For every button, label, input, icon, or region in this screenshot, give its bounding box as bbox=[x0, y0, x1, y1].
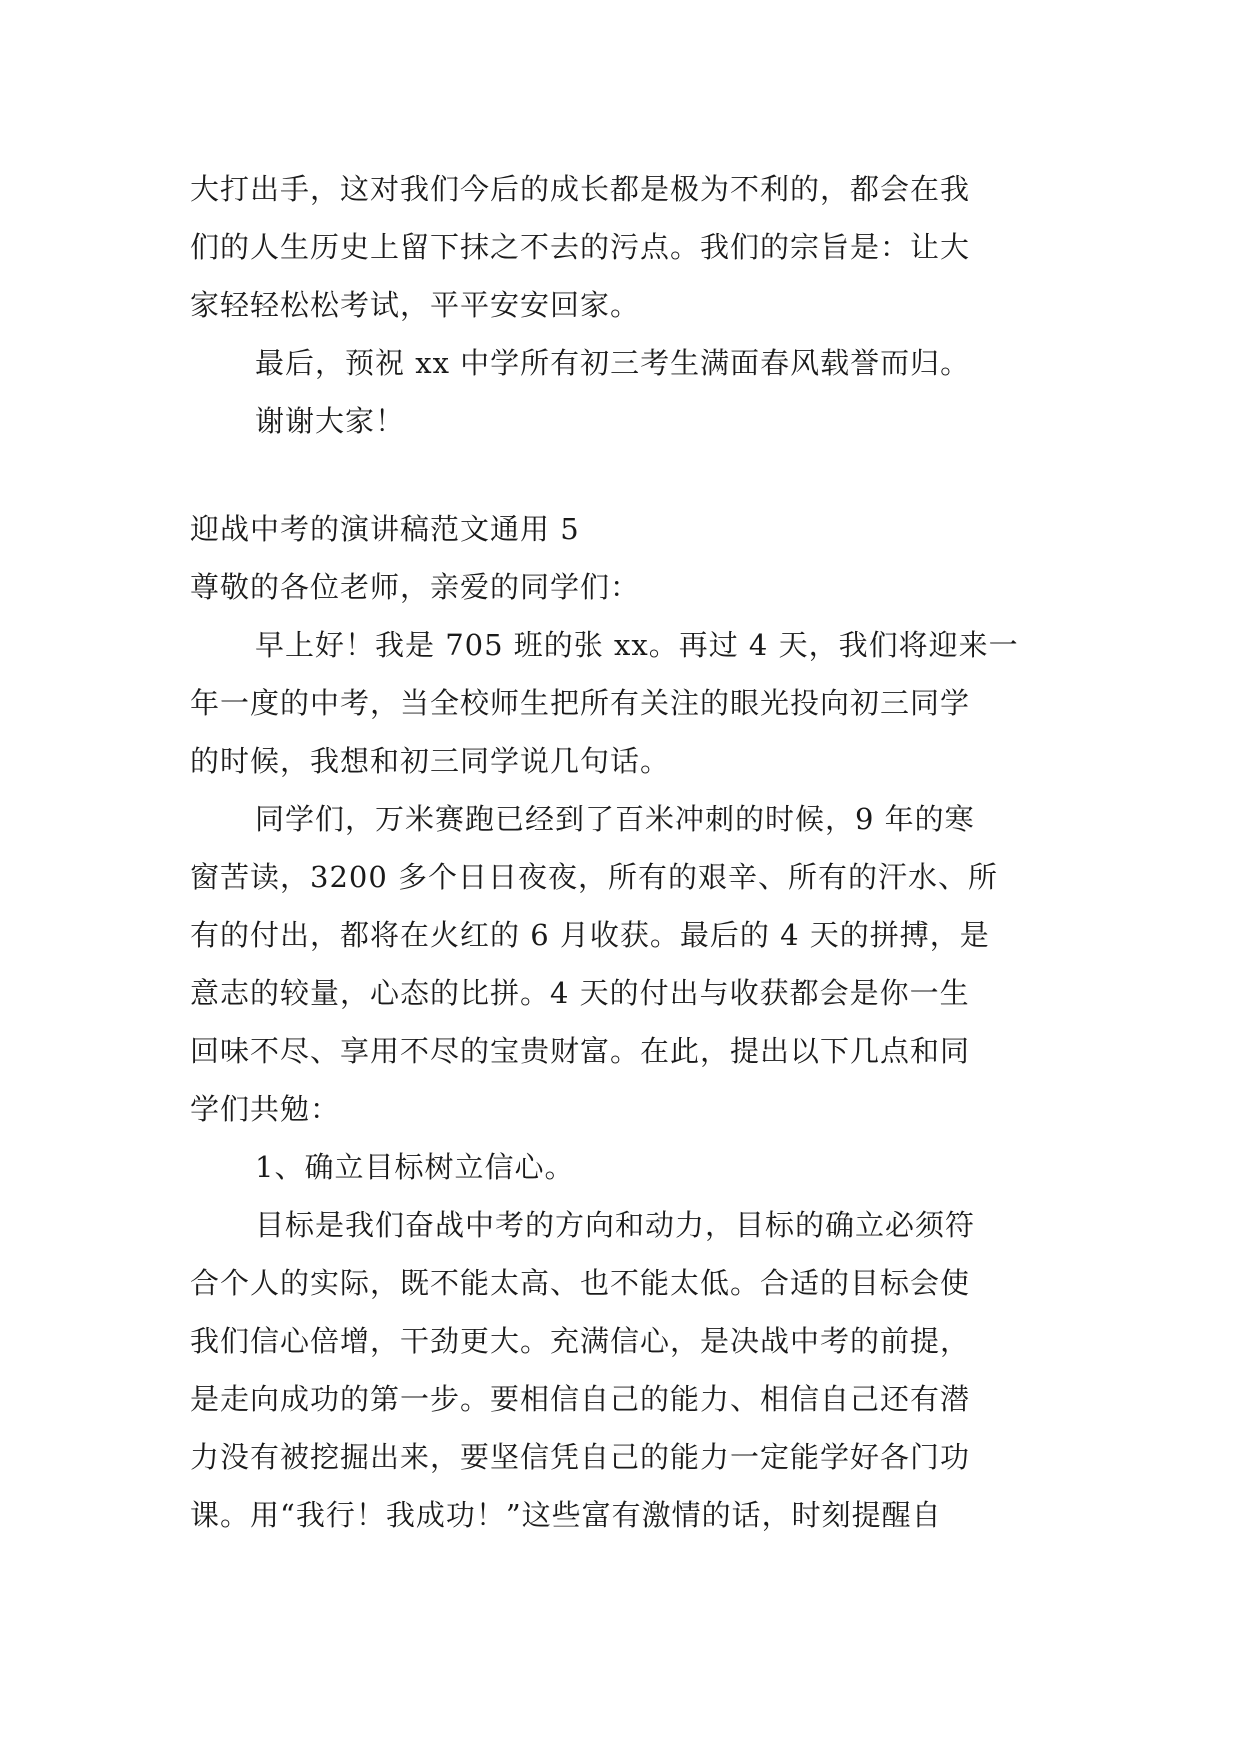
text-line: 年一度的中考，当全校师生把所有关注的眼光投向初三同学 bbox=[190, 686, 971, 720]
text-line: 早上好！我是 705 班的张 xx。再过 4 天，我们将迎来一 bbox=[255, 628, 1019, 662]
text-line: 家轻轻松松考试，平平安安回家。 bbox=[190, 288, 641, 322]
paragraph-continuation bbox=[190, 160, 1060, 334]
section-title: 迎战中考的演讲稿范文通用 5 bbox=[190, 512, 580, 546]
text-line: 回味不尽、享用不尽的宝贵财富。在此，提出以下几点和同 bbox=[190, 1034, 971, 1068]
paragraph-body bbox=[190, 790, 1060, 1138]
text-line: 的时候，我想和初三同学说几句话。 bbox=[190, 744, 671, 778]
text-line: 合个人的实际，既不能太高、也不能太低。合适的目标会使 bbox=[190, 1266, 971, 1300]
text-line: 同学们，万米赛跑已经到了百米冲刺的时候，9 年的寒 bbox=[255, 802, 975, 836]
text-line: 力没有被挖掘出来，要坚信凭自己的能力一定能学好各门功 bbox=[190, 1440, 971, 1474]
text-line: 谢谢大家！ bbox=[255, 404, 406, 438]
section-gap bbox=[190, 450, 1060, 500]
text-line: 们的人生历史上留下抹之不去的污点。我们的宗旨是：让大 bbox=[190, 230, 971, 264]
text-line: 最后，预祝 xx 中学所有初三考生满面春风载誉而归。 bbox=[255, 346, 971, 380]
text-line: 意志的较量，心态的比拼。4 天的付出与收获都会是你一生 bbox=[190, 976, 970, 1010]
text-line: 窗苦读，3200 多个日日夜夜，所有的艰辛、所有的汗水、所 bbox=[190, 860, 999, 894]
paragraph-goal bbox=[190, 1196, 1060, 1544]
paragraph-greeting bbox=[190, 616, 1060, 790]
text-line: 是走向成功的第一步。要相信自己的能力、相信自己还有潜 bbox=[190, 1382, 971, 1416]
point-heading: 1、确立目标树立信心。 bbox=[255, 1150, 575, 1184]
text-line: 大打出手，这对我们今后的成长都是极为不利的，都会在我 bbox=[190, 172, 971, 206]
text-line: 学们共勉： bbox=[190, 1092, 341, 1126]
paragraph-closing bbox=[190, 334, 1060, 450]
text-line: 我们信心倍增，干劲更大。充满信心，是决战中考的前提， bbox=[190, 1324, 971, 1358]
salutation: 尊敬的各位老师，亲爱的同学们： bbox=[190, 570, 641, 604]
text-line: 课。用“我行！我成功！”这些富有激情的话，时刻提醒自 bbox=[190, 1498, 942, 1532]
text-line: 有的付出，都将在火红的 6 月收获。最后的 4 天的拼搏，是 bbox=[190, 918, 990, 952]
text-line: 目标是我们奋战中考的方向和动力，目标的确立必须符 bbox=[255, 1208, 976, 1242]
document-page bbox=[190, 160, 1060, 1544]
